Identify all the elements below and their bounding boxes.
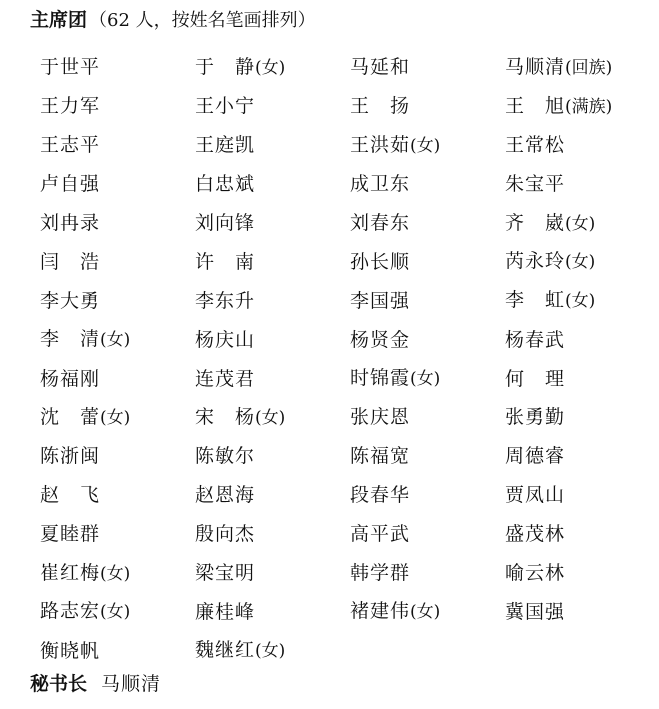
member-name: 白忠斌 <box>195 173 256 196</box>
member-entry <box>195 483 350 507</box>
member-name: 衡晓帆 <box>40 639 101 662</box>
member-entry <box>505 249 650 274</box>
member-name: 段春华 <box>350 484 411 507</box>
member-entry <box>195 405 350 430</box>
member-name: 张勇勤 <box>505 406 566 429</box>
member-entry <box>505 600 650 624</box>
member-name: 陈敏尔 <box>195 445 256 468</box>
member-entry <box>505 328 650 352</box>
secretary-general-line <box>30 672 161 696</box>
member-entry <box>350 211 505 235</box>
member-note: (女) <box>255 407 286 428</box>
member-name: 刘向锋 <box>195 212 256 234</box>
presidium-heading <box>30 8 316 33</box>
member-name: 褚建伟 <box>350 600 411 623</box>
member-entry <box>505 133 650 157</box>
member-name: 杨庆山 <box>195 328 256 351</box>
member-entry <box>350 444 505 468</box>
member-entry <box>195 172 350 196</box>
member-entry <box>40 561 195 586</box>
member-entry <box>40 289 195 313</box>
member-entry <box>505 522 650 546</box>
member-note: (回族) <box>565 57 613 78</box>
member-name: 王 扬 <box>350 95 411 118</box>
member-name: 王 旭 <box>505 94 566 117</box>
member-name: 刘冉录 <box>40 212 101 234</box>
member-name: 李 清 <box>40 328 101 351</box>
member-name: 闫 浩 <box>40 250 101 273</box>
member-name: 陈福宽 <box>350 445 411 468</box>
member-entry <box>195 638 350 663</box>
member-entry <box>40 94 195 118</box>
member-entry <box>40 599 195 624</box>
member-name: 卢自强 <box>40 173 101 196</box>
member-entry <box>350 599 505 624</box>
presidium-note: （62 人，按姓名笔画排列） <box>89 10 316 31</box>
member-name: 杨春武 <box>505 328 566 351</box>
member-entry <box>195 444 350 468</box>
member-entry <box>350 250 505 274</box>
member-name: 冀国强 <box>505 600 566 623</box>
member-entry <box>505 367 650 391</box>
member-note: (女) <box>565 213 596 234</box>
member-name: 喻云林 <box>505 562 566 585</box>
member-entry <box>505 94 650 119</box>
member-name: 沈 蕾 <box>40 405 101 428</box>
member-entry <box>40 250 195 274</box>
member-entry <box>350 522 505 546</box>
member-name: 盛茂林 <box>505 523 566 546</box>
member-entry <box>40 133 195 157</box>
member-entry <box>195 367 350 391</box>
member-name: 王志平 <box>40 134 101 157</box>
member-entry <box>195 328 350 352</box>
member-entry <box>40 172 195 196</box>
member-name: 周德睿 <box>505 445 566 468</box>
member-entry <box>350 328 505 352</box>
member-note: (满族) <box>565 96 613 117</box>
member-entry <box>505 444 650 468</box>
member-name: 张庆恩 <box>350 406 411 429</box>
member-name: 韩学群 <box>350 562 411 585</box>
member-entry <box>350 561 505 585</box>
member-entry <box>195 522 350 546</box>
member-name: 夏睦群 <box>40 523 101 546</box>
member-entry <box>40 367 195 391</box>
member-entry <box>195 94 350 118</box>
member-entry <box>40 211 195 235</box>
member-note: (女) <box>410 369 441 390</box>
member-entry <box>195 289 350 313</box>
member-name: 杨贤金 <box>350 328 411 351</box>
member-entry <box>350 94 505 118</box>
member-name: 赵 飞 <box>40 484 101 507</box>
member-entry <box>505 483 650 507</box>
member-name: 宋 杨 <box>195 405 256 428</box>
member-note: (女) <box>100 563 131 584</box>
member-note: (女) <box>255 641 286 662</box>
member-name: 连茂君 <box>195 367 256 390</box>
member-entry <box>40 405 195 430</box>
member-entry <box>350 483 505 507</box>
member-name: 王小宁 <box>195 95 256 118</box>
member-entry <box>40 327 195 352</box>
member-entry <box>195 55 350 80</box>
member-entry <box>505 55 650 80</box>
member-name: 崔红梅 <box>40 561 101 584</box>
member-name: 成卫东 <box>350 173 411 196</box>
member-entry <box>195 211 350 235</box>
secretary-general-label: 秘书长 <box>30 673 88 695</box>
member-name: 王常松 <box>505 134 566 157</box>
member-name: 殷向杰 <box>195 523 256 546</box>
member-name: 李大勇 <box>40 289 101 312</box>
member-name: 梁宝明 <box>195 562 256 585</box>
member-note: (女) <box>565 291 596 312</box>
member-name: 王洪茹 <box>350 133 411 156</box>
member-list <box>40 48 650 670</box>
member-name: 李东升 <box>195 289 256 312</box>
member-name: 时锦霞 <box>350 367 411 390</box>
member-name: 赵恩海 <box>195 484 256 507</box>
member-name: 马顺清 <box>505 55 566 78</box>
member-entry <box>40 483 195 507</box>
member-name: 刘春东 <box>350 212 411 234</box>
member-name: 杨福刚 <box>40 367 101 390</box>
member-name: 于世平 <box>40 56 101 79</box>
member-name: 李 虹 <box>505 289 566 312</box>
member-entry <box>505 172 650 196</box>
member-entry <box>195 133 350 157</box>
member-entry <box>350 366 505 391</box>
member-name: 李国强 <box>350 289 411 312</box>
member-entry <box>350 172 505 196</box>
member-entry <box>350 405 505 429</box>
member-name: 芮永玲 <box>505 250 566 273</box>
member-name: 高平武 <box>350 523 411 546</box>
member-name: 路志宏 <box>40 600 101 623</box>
member-name: 马延和 <box>350 56 411 79</box>
member-note: (女) <box>410 135 441 156</box>
member-name: 王力军 <box>40 95 101 118</box>
member-entry <box>505 561 650 585</box>
member-entry <box>195 561 350 585</box>
member-note: (女) <box>410 602 441 623</box>
member-name: 于 静 <box>195 55 256 78</box>
member-entry <box>505 405 650 429</box>
presidium-label: 主席团 <box>30 9 88 31</box>
member-note: (女) <box>100 330 131 351</box>
member-entry <box>195 600 350 624</box>
member-name: 陈浙闽 <box>40 445 101 468</box>
member-entry <box>195 250 350 274</box>
member-entry <box>350 289 505 313</box>
member-name: 齐 崴 <box>505 211 566 234</box>
member-entry <box>350 55 505 79</box>
member-entry <box>505 288 650 313</box>
member-name: 贾凤山 <box>505 484 566 507</box>
member-entry <box>40 444 195 468</box>
member-entry <box>40 639 195 663</box>
member-note: (女) <box>565 252 596 273</box>
member-name: 许 南 <box>195 250 256 273</box>
member-note: (女) <box>255 57 286 78</box>
member-name: 廉桂峰 <box>195 600 256 623</box>
member-name: 魏继红 <box>195 639 256 662</box>
member-entry <box>350 133 505 158</box>
member-entry <box>40 55 195 79</box>
secretary-general-name: 马顺清 <box>101 673 162 695</box>
member-name: 孙长顺 <box>350 250 411 273</box>
member-entry <box>40 522 195 546</box>
member-name: 王庭凯 <box>195 134 256 157</box>
member-name: 朱宝平 <box>505 173 566 196</box>
member-note: (女) <box>100 407 131 428</box>
member-note: (女) <box>100 602 131 623</box>
member-entry <box>505 211 650 236</box>
member-name: 何 理 <box>505 367 566 390</box>
